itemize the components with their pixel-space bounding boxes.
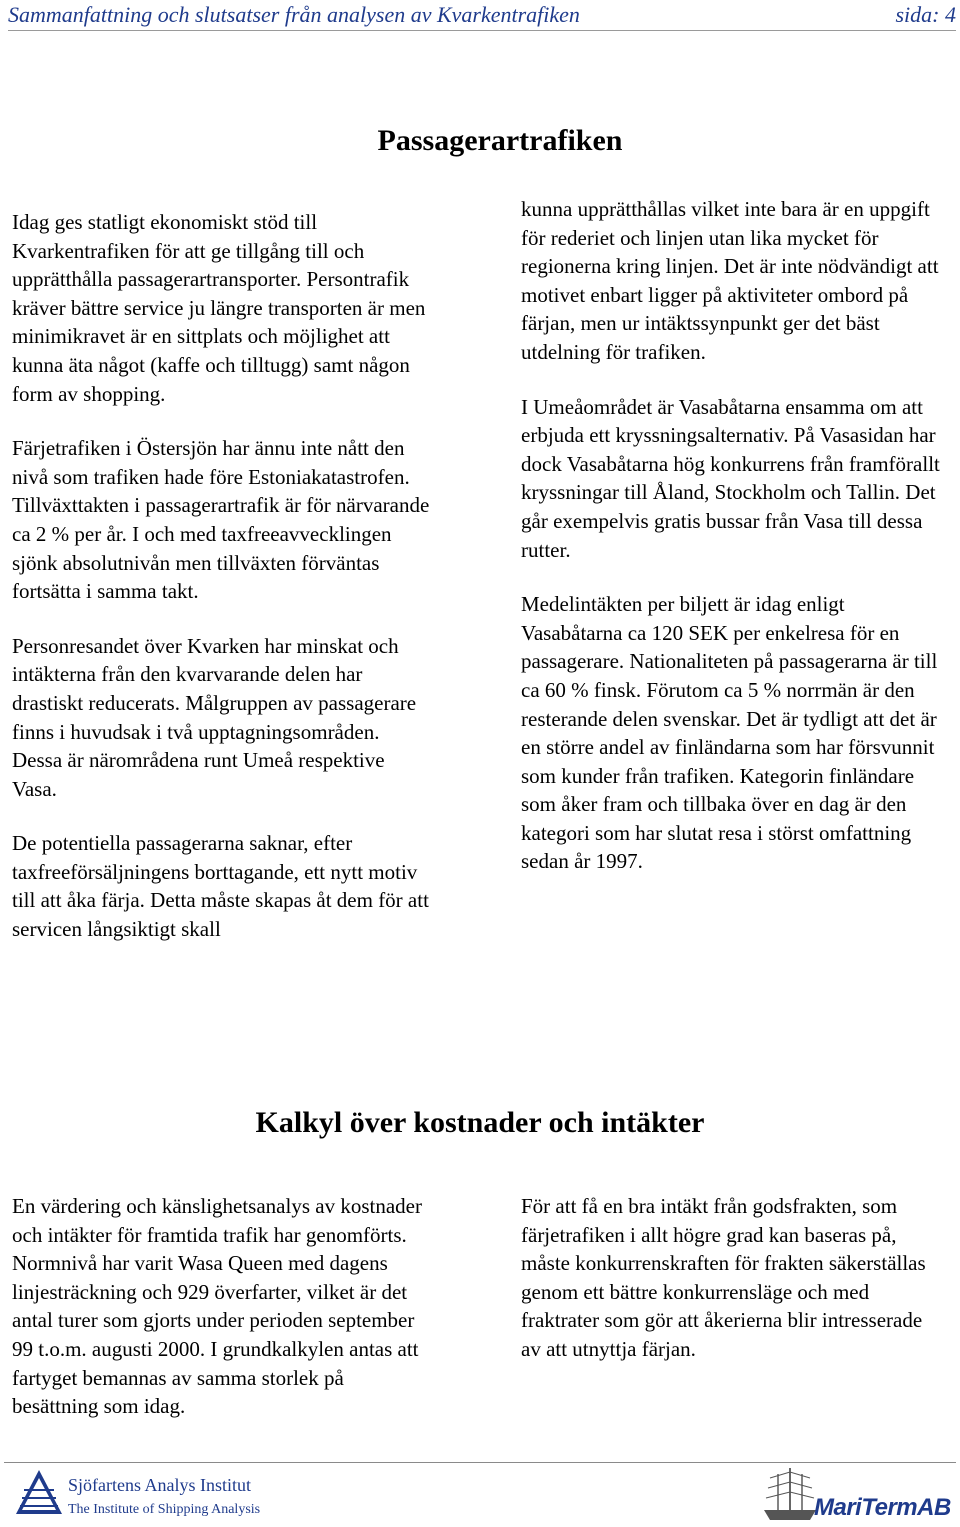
section2-right-column	[521, 1192, 941, 1390]
paragraph: En värdering och känslighetsanalys av kostnader och intäkter för framtida trafik har genomförts. Normnivå har varit Wasa Queen med dagens linjesträckning och 929 överfarter, vilket är det antal turer som gjorts under perioden september 99 t.o.m. augusti 2000. I grundkalkylen antas att fartyget bemannas av samma storlek på besättning som idag.	[12, 1194, 422, 1419]
paragraph: Personresandet över Kvarken har minskat och intäkterna från den kvarvarande delen har drastiskt reducerats. Målgruppen av passagerare finns i huvudsak i två upptagningsområden. Dessa är närområdena runt Umeå respektive Vasa.	[12, 633, 417, 801]
section2-left-column	[12, 1192, 432, 1447]
paragraph: kunna upprätthållas vilket inte bara är en uppgift för rederiet och linjen utan lika mycket för regionerna kring linjen. Det är inte nödvändigt att motivet enbart ligger på aktiviteter ombord på färjan, men ur intäktssynpunkt ger det bäst utdelning för trafiken.	[521, 197, 939, 364]
org-name-swedish: Sjöfartens Analys Institut	[68, 1475, 251, 1495]
section1-right-column	[521, 195, 941, 902]
section-title-kalkyl: Kalkyl över kostnader och intäkter	[255, 1106, 705, 1139]
header-title: Sammanfattning och slutsatser från analysen av Kvarkentrafiken	[8, 2, 580, 27]
paragraph: De potentiella passagerarna saknar, efter taxfreeförsäljningens borttagande, ett nytt motiv till att åka färja. Detta måste skapas åt dem för att servicen långsiktigt skall	[12, 831, 429, 942]
paragraph: I Umeåområdet är Vasabåtarna ensamma om att erbjuda ett kryssningsalternativ. På Vasasidan har dock Vasabåtarna hög konkurrens från framförallt kryssningar till Åland, Stockholm och Tallin. Det går exempelvis gratis bussar från Vasa till dessa rutter.	[521, 394, 940, 562]
page-number: sida: 4	[895, 2, 956, 27]
paragraph: Färjetrafiken i Östersjön har ännu inte nått den nivå som trafiken hade före Estoniakatastrofen. Tillväxttakten i passagerartrafik är för närvarande ca 2 % per år. I och med taxfreeavvecklingen sjönk absolutnivån men tillväxten förväntas fortsätta i samma takt.	[12, 436, 430, 604]
footer-divider	[4, 1462, 956, 1463]
paragraph: För att få en bra intäkt från godsfrakten, som färjetrafiken i allt högre grad kan baseras på, måste konkurrenskraften för frakten säkerställas genom ett bättre konkurrensläge och med fraktrater som gör att åkerierna blir intresserade av att utnyttja färjan.	[521, 1194, 926, 1361]
section1-left-column	[12, 208, 432, 970]
page-header	[8, 0, 956, 31]
footer-organization	[68, 1474, 260, 1520]
org-name-english: The Institute of Shipping Analysis	[68, 1502, 261, 1517]
paragraph: Medelintäkten per biljett är idag enligt Vasabåtarna ca 120 SEK per enkelresa för en passagerare. Nationaliteten på passagerarna är till ca 60 % finsk. Förutom ca 5 % norrmän är den resterande delen svenskar. Det är tydligt att det är en större andel av finländarna som har försvunnit som kunder från trafiken. Kategorin finländare som åker fram och tillbaka över en dag är den kategori som har slutat resa i störst omfattning sedan år 1997.	[521, 592, 938, 874]
mariterm-brand: MariTermAB	[814, 1494, 951, 1521]
paragraph: Idag ges statligt ekonomiskt stöd till Kvarkentrafiken för att ge tillgång till och upprätthålla passagerartransporter. Persontrafik kräver bättre service ju längre transporten är men minimikravet är en sittplats och möjlighet att kunna äta något (kaffe och tilltugg) samt någon form av shopping.	[12, 210, 426, 406]
shipping-institute-logo	[14, 1468, 64, 1520]
section-title-passagerartrafiken: Passagerartrafiken	[377, 124, 623, 157]
